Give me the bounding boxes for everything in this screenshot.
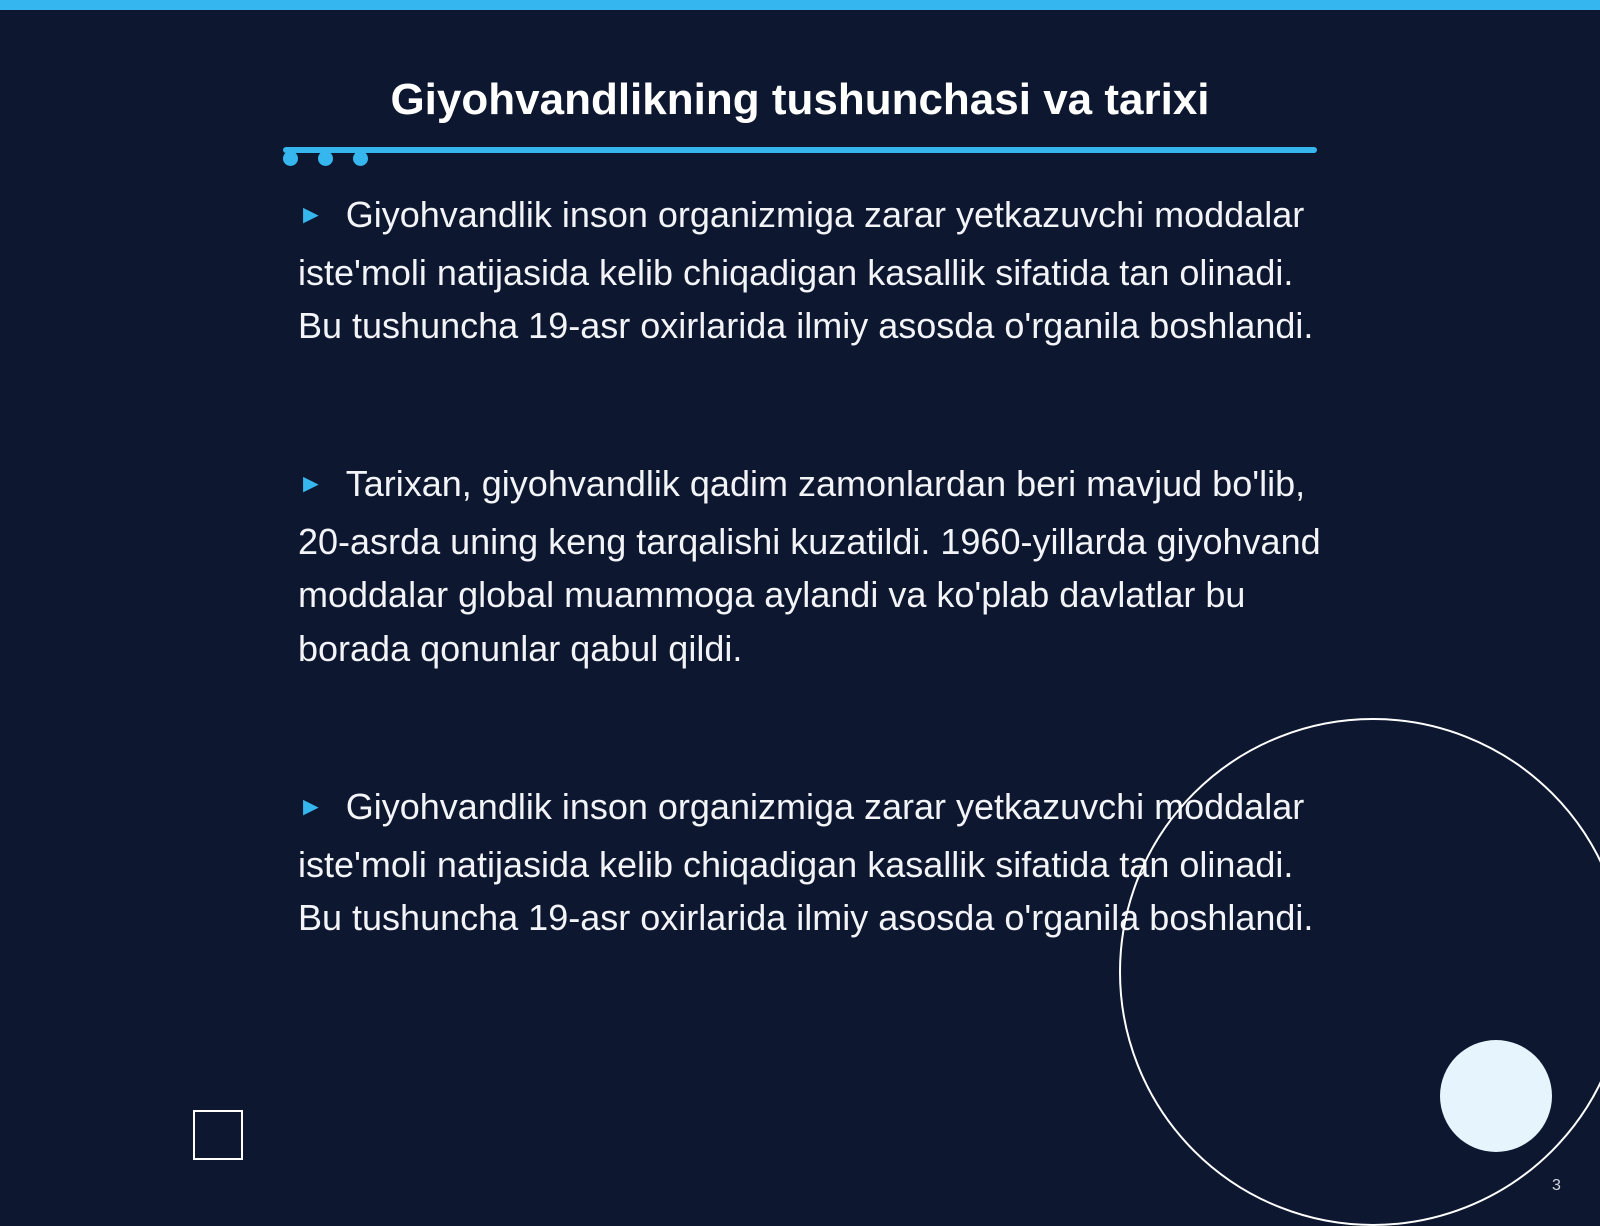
paragraph-text: Giyohvandlik inson organizmiga zarar yetkazuvchi moddalar iste'moli natijasida kelib chiqadigan kasallik sifatida tan olinadi. Bu tushuncha 19-asr oxirlarida ilmiy asosda o'rganila boshlandi. — [298, 194, 1314, 346]
decorative-square-outline — [193, 1110, 243, 1160]
bullet-arrow-icon: ► — [298, 468, 324, 498]
bullet-paragraph-1 — [298, 188, 1328, 353]
accent-dot — [353, 151, 368, 166]
page-number: 3 — [1552, 1177, 1561, 1194]
bullet-arrow-icon: ► — [298, 199, 324, 229]
top-accent-bar — [0, 0, 1600, 10]
title-underline — [283, 147, 1317, 153]
accent-dot — [318, 151, 333, 166]
slide-title: Giyohvandlikning tushunchasi va tarixi — [390, 75, 1210, 124]
decorative-filled-circle — [1440, 1040, 1552, 1152]
paragraph-text: Tarixan, giyohvandlik qadim zamonlardan beri mavjud bo'lib, 20-asrda uning keng tarqalishi kuzatildi. 1960-yillarda giyohvand moddalar global muammoga aylandi va ko'plab davlatlar bu borada qonunlar qabul qildi. — [298, 463, 1321, 669]
bullet-arrow-icon: ► — [298, 791, 324, 821]
paragraph-text: Giyohvandlik inson organizmiga zarar yetkazuvchi moddalar iste'moli natijasida kelib chiqadigan kasallik sifatida tan olinadi. Bu tushuncha 19-asr oxirlarida ilmiy asosda o'rganila boshlandi. — [298, 786, 1314, 938]
decorative-outline-circle — [1119, 718, 1600, 1226]
bullet-paragraph-2 — [298, 457, 1328, 675]
accent-dot — [283, 151, 298, 166]
